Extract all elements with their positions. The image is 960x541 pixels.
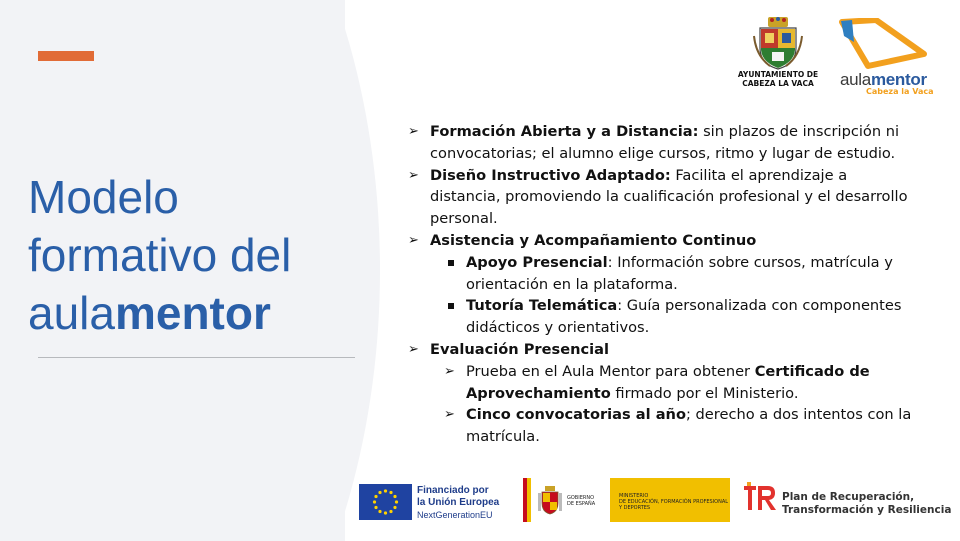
bullet-list (408, 121, 918, 448)
aulamentor-logo-icon (838, 18, 930, 70)
square-bullet-icon (448, 260, 454, 266)
title-brand-bold: mentor (114, 287, 271, 339)
title-line-1: Modelo (28, 171, 179, 223)
list-item (408, 404, 918, 448)
aulamentor-logo (836, 16, 936, 96)
flag-stripe (527, 478, 531, 522)
ayuntamiento-name-line-2: CABEZA LA VACA (742, 79, 814, 88)
list-item (408, 230, 918, 252)
bullet-heading: Diseño Instructivo Adaptado: (430, 166, 671, 184)
square-bullet-icon (448, 303, 454, 309)
arrow-bullet-icon: ➢ (408, 167, 419, 183)
eu-next-generation: NextGenerationEU (417, 510, 493, 520)
bullet-heading: Formación Abierta y a Distancia: (430, 123, 699, 140)
coat-of-arms-icon (752, 16, 804, 70)
bullet-text: ; derecho a dos intentos con la matrícula. (466, 406, 912, 446)
eu-text-line-2: la Unión Europea (417, 497, 500, 508)
ministry-text-line-2: DE EDUCACIÓN, FORMACIÓN PROFESIONAL (619, 499, 729, 505)
eu-text (417, 485, 499, 509)
title-line-2: formativo del (28, 229, 292, 281)
bullet-text: Prueba en el Aula Mentor para obtener (466, 362, 755, 380)
list-item (408, 295, 918, 339)
bullet-text: sin plazos de inscripción ni convocatorias; el alumno elige cursos, ritmo y lugar de estudio. (430, 123, 900, 162)
list-item (408, 361, 918, 405)
aulamentor-subtitle: Cabeza la Vaca (866, 87, 934, 96)
ministry-text (619, 493, 728, 511)
bullet-heading: Evaluación Presencial (430, 340, 609, 358)
accent-bar (38, 51, 94, 61)
spain-arms-icon (537, 485, 563, 515)
bullet-heading: Certificado de Aprovechamiento (466, 362, 870, 402)
arrow-bullet-icon: ➢ (408, 124, 419, 139)
prtr-text (782, 491, 951, 517)
list-item (408, 252, 918, 296)
arrow-bullet-icon: ➢ (408, 341, 419, 357)
ministry-text-line-1: MINISTERIO (619, 493, 649, 499)
list-item (408, 165, 918, 230)
prtr-logo (742, 480, 952, 520)
prtr-text-line-1: Plan de Recuperación, (782, 491, 915, 503)
bullet-text: : Información sobre cursos, matrícula y orientación en la plataforma. (466, 253, 893, 293)
gobierno-text-line-2: DE ESPAÑA (567, 501, 596, 507)
arrow-bullet-icon: ➢ (444, 363, 455, 379)
gobierno-logo (523, 478, 731, 522)
eu-flag-icon (359, 484, 412, 520)
ministry-text-line-3: Y DEPORTES (619, 505, 651, 511)
title-divider (38, 357, 355, 358)
eu-funding-logo (359, 484, 515, 524)
prtr-text-line-2: Transformación y Resiliencia (782, 504, 952, 516)
prtr-logo-icon (742, 480, 778, 516)
gobierno-text-line-1: GOBIERNO (567, 495, 595, 501)
arrow-bullet-icon: ➢ (408, 232, 419, 248)
bullet-heading: Tutoría Telemática (466, 297, 618, 315)
arrow-bullet-icon: ➢ (444, 407, 455, 423)
slide-title (28, 168, 348, 342)
bullet-heading: Asistencia y Acompañamiento Continuo (430, 231, 757, 249)
aulamentor-wordmark-aula: aula (840, 70, 871, 89)
list-item (408, 339, 918, 361)
aulamentor-wordmark-mentor: mentor (870, 70, 927, 89)
bullet-heading: Apoyo Presencial (466, 253, 608, 271)
bullet-text: : Guía personalizada con componentes didácticos y orientativos. (466, 297, 902, 337)
gobierno-text (567, 495, 595, 507)
bullet-heading: Cinco convocatorias al año (466, 406, 686, 424)
bullet-text: Facilita el aprendizaje a distancia, promoviendo la cualificación profesional y el desarrollo personal. (430, 166, 908, 228)
bullet-text: firmado por el Ministerio. (610, 384, 799, 402)
list-item (408, 121, 918, 165)
ayuntamiento-name-line-1: AYUNTAMIENTO DE (737, 70, 819, 79)
title-brand-regular: aula (28, 287, 115, 339)
ayuntamiento-logo (728, 16, 828, 96)
eu-text-line-1: Financiado por (417, 485, 489, 496)
